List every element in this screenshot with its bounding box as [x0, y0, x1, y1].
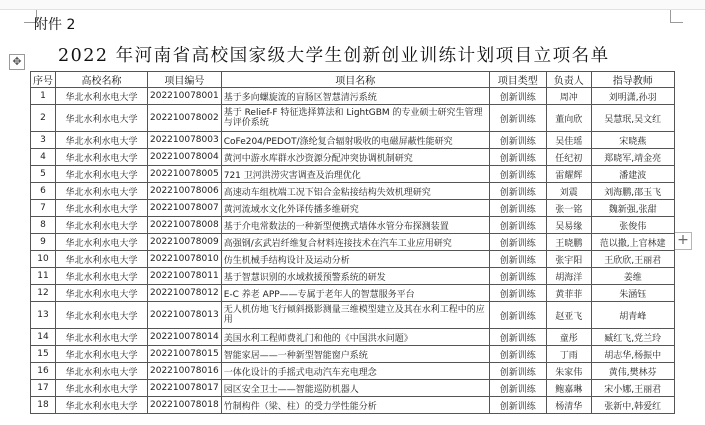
cell-leader[interactable]: 雷耀辉 — [546, 166, 591, 183]
cell-leader[interactable]: 王晓鹏 — [546, 234, 591, 251]
cell-code[interactable]: 202210078008 — [148, 217, 222, 234]
page-top-ruler — [0, 0, 705, 10]
cell-seq[interactable]: 13 — [31, 302, 56, 329]
cell-seq[interactable]: 2 — [31, 105, 56, 132]
cell-leader[interactable]: 吴易缘 — [546, 217, 591, 234]
cell-seq[interactable]: 17 — [31, 380, 56, 397]
cell-type[interactable]: 创新训练 — [489, 397, 546, 414]
cell-leader[interactable]: 张一铭 — [546, 200, 591, 217]
cell-type[interactable]: 创新训练 — [489, 166, 546, 183]
cell-advisor[interactable]: 郑晓军,靖金亮 — [591, 149, 674, 166]
cell-seq[interactable]: 11 — [31, 268, 56, 285]
cell-advisor[interactable]: 宋晓燕 — [591, 132, 674, 149]
cell-type[interactable]: 创新训练 — [489, 285, 546, 302]
header-name: 项目名称 — [221, 72, 489, 88]
cell-seq[interactable]: 15 — [31, 346, 56, 363]
cell-name[interactable]: 竹制构件（梁、柱）的受力学性能分析 — [221, 397, 489, 414]
cell-code[interactable]: 202210078018 — [148, 397, 222, 414]
cell-type[interactable]: 创新训练 — [489, 183, 546, 200]
cell-name[interactable]: 一体化设计的手摇式电动汽车充电理念 — [221, 363, 489, 380]
table-row[interactable] — [31, 285, 675, 302]
cell-seq[interactable]: 3 — [31, 132, 56, 149]
cell-advisor[interactable]: 范以撒,上官林建 — [591, 234, 674, 251]
table-row[interactable] — [31, 234, 675, 251]
cell-seq[interactable]: 4 — [31, 149, 56, 166]
cell-name[interactable]: 基于智慧识别的水域救援预警系统的研发 — [221, 268, 489, 285]
cell-name[interactable]: E-C 养老 APP——专属于老年人的智慧服务平台 — [221, 285, 489, 302]
cell-code[interactable]: 202210078006 — [148, 183, 222, 200]
cell-school[interactable]: 华北水利水电大学 — [56, 217, 148, 234]
cell-type[interactable]: 创新训练 — [489, 200, 546, 217]
cell-name[interactable]: 基于 Relief-F 特征选择算法和 LightGBM 的专业硕士研究生管理与评价系统 — [221, 105, 489, 132]
cell-name[interactable]: 基于介电常数法的一种新型便携式墙体水管分布探测装置 — [221, 217, 489, 234]
table-row[interactable] — [31, 166, 675, 183]
cell-name[interactable]: 美国水利工程师费礼门和他的《中国洪水问题》 — [221, 329, 489, 346]
table-row[interactable] — [31, 329, 675, 346]
cell-name[interactable]: 高速动车组枕端工况下铝合金粘接结构失效机理研究 — [221, 183, 489, 200]
cell-school[interactable]: 华北水利水电大学 — [56, 346, 148, 363]
cell-name[interactable]: 基于多向螺旋流的盲肠区智慧清污系统 — [221, 88, 489, 105]
cell-code[interactable]: 202210078009 — [148, 234, 222, 251]
cell-type[interactable]: 创新训练 — [489, 105, 546, 132]
header-advisor: 指导教师 — [591, 72, 674, 88]
cell-seq[interactable]: 6 — [31, 183, 56, 200]
header-seq: 序号 — [31, 72, 56, 88]
cell-leader[interactable]: 董向欣 — [546, 105, 591, 132]
cell-code[interactable]: 202210078014 — [148, 329, 222, 346]
cell-leader[interactable]: 胡海洋 — [546, 268, 591, 285]
header-school: 高校名称 — [56, 72, 148, 88]
cell-type[interactable]: 创新训练 — [489, 149, 546, 166]
header-leader: 负责人 — [546, 72, 591, 88]
cell-code[interactable]: 202210078003 — [148, 132, 222, 149]
table-row[interactable] — [31, 397, 675, 414]
cell-seq[interactable]: 5 — [31, 166, 56, 183]
cell-name[interactable]: 园区安全卫士——智能巡防机器人 — [221, 380, 489, 397]
cell-school[interactable]: 华北水利水电大学 — [56, 200, 148, 217]
cell-leader[interactable]: 杨清华 — [546, 397, 591, 414]
cell-type[interactable]: 创新训练 — [489, 268, 546, 285]
cell-advisor[interactable]: 刘明潇,孙羽 — [591, 88, 674, 105]
table-row[interactable] — [31, 105, 675, 132]
cell-code[interactable]: 202210078015 — [148, 346, 222, 363]
cell-school[interactable]: 华北水利水电大学 — [56, 234, 148, 251]
cell-name[interactable]: 无人机仿地飞行倾斜摄影测量三维模型建立及其在水利工程中的应用 — [221, 302, 489, 329]
cell-type[interactable]: 创新训练 — [489, 380, 546, 397]
cell-name[interactable]: 黄河流域水文化外译传播多维研究 — [221, 200, 489, 217]
table-row[interactable] — [31, 149, 675, 166]
cell-leader[interactable]: 周冲 — [546, 88, 591, 105]
cell-advisor[interactable]: 潘建波 — [591, 166, 674, 183]
cell-code[interactable]: 202210078007 — [148, 200, 222, 217]
cell-leader[interactable]: 鲍嘉琳 — [546, 380, 591, 397]
cell-leader[interactable]: 刘震 — [546, 183, 591, 200]
cell-leader[interactable]: 黄菲菲 — [546, 285, 591, 302]
cell-code[interactable]: 202210078013 — [148, 302, 222, 329]
cell-school[interactable]: 华北水利水电大学 — [56, 268, 148, 285]
cell-seq[interactable]: 9 — [31, 234, 56, 251]
cell-school[interactable]: 华北水利水电大学 — [56, 105, 148, 132]
cell-leader[interactable]: 吴佳瑶 — [546, 132, 591, 149]
cell-seq[interactable]: 12 — [31, 285, 56, 302]
cell-advisor[interactable]: 朱涵钰 — [591, 285, 674, 302]
cell-name[interactable]: 721 卫河洪涝灾害调查及治理优化 — [221, 166, 489, 183]
cell-leader[interactable]: 任纪初 — [546, 149, 591, 166]
cell-leader[interactable]: 童彤 — [546, 329, 591, 346]
header-type: 项目类型 — [489, 72, 546, 88]
cell-code[interactable]: 202210078001 — [148, 88, 222, 105]
cell-name[interactable]: 仿生机械手结构设计及运动分析 — [221, 251, 489, 268]
cell-advisor[interactable]: 吴慧珉,吴文红 — [591, 105, 674, 132]
cell-school[interactable]: 华北水利水电大学 — [56, 88, 148, 105]
table-row[interactable] — [31, 200, 675, 217]
cell-code[interactable]: 202210078016 — [148, 363, 222, 380]
cell-school[interactable]: 华北水利水电大学 — [56, 329, 148, 346]
cell-school[interactable]: 华北水利水电大学 — [56, 149, 148, 166]
cell-code[interactable]: 202210078002 — [148, 105, 222, 132]
cell-type[interactable]: 创新训练 — [489, 329, 546, 346]
table-header-row — [31, 72, 675, 88]
cell-leader[interactable]: 张宇阳 — [546, 251, 591, 268]
cell-leader[interactable]: 赵亚飞 — [546, 302, 591, 329]
cell-type[interactable]: 创新训练 — [489, 302, 546, 329]
cell-advisor[interactable]: 宋小娜,王丽君 — [591, 380, 674, 397]
cell-leader[interactable]: 朱家伟 — [546, 363, 591, 380]
cell-school[interactable]: 华北水利水电大学 — [56, 251, 148, 268]
table-row[interactable] — [31, 302, 675, 329]
table-row[interactable] — [31, 363, 675, 380]
table-row[interactable] — [31, 346, 675, 363]
cell-school[interactable]: 华北水利水电大学 — [56, 183, 148, 200]
cell-advisor[interactable]: 姜维 — [591, 268, 674, 285]
table-row[interactable] — [31, 380, 675, 397]
page-margin-corner-right — [670, 10, 683, 23]
header-code: 项目编号 — [148, 72, 222, 88]
cell-seq[interactable]: 16 — [31, 363, 56, 380]
cell-school[interactable]: 华北水利水电大学 — [56, 132, 148, 149]
document-title: 2022 年河南省高校国家级大学生创新创业训练计划项目立项名单 — [58, 46, 610, 66]
cell-name[interactable]: 智能家居——一种新型智能窗户系统 — [221, 346, 489, 363]
cell-school[interactable]: 华北水利水电大学 — [56, 285, 148, 302]
cell-code[interactable]: 202210078005 — [148, 166, 222, 183]
cell-advisor[interactable]: 张新中,韩爱红 — [591, 397, 674, 414]
cell-school[interactable]: 华北水利水电大学 — [56, 397, 148, 414]
cell-code[interactable]: 202210078012 — [148, 285, 222, 302]
cell-seq[interactable]: 18 — [31, 397, 56, 414]
cell-type[interactable]: 创新训练 — [489, 346, 546, 363]
cell-advisor[interactable]: 臧红飞,党兰玲 — [591, 329, 674, 346]
cell-advisor[interactable]: 胡志华,杨振中 — [591, 346, 674, 363]
cell-type[interactable]: 创新训练 — [489, 88, 546, 105]
project-table — [30, 71, 675, 414]
table-row[interactable] — [31, 183, 675, 200]
cell-name[interactable]: 黄河中游水库群水沙资源分配冲突协调机制研究 — [221, 149, 489, 166]
table-row[interactable] — [31, 217, 675, 234]
cell-seq[interactable]: 14 — [31, 329, 56, 346]
cell-code[interactable]: 202210078011 — [148, 268, 222, 285]
cell-school[interactable]: 华北水利水电大学 — [56, 363, 148, 380]
cell-school[interactable]: 华北水利水电大学 — [56, 302, 148, 329]
attachment-label: 附件 2 — [34, 17, 76, 33]
table-row[interactable] — [31, 132, 675, 149]
cell-code[interactable]: 202210078010 — [148, 251, 222, 268]
cell-code[interactable]: 202210078004 — [148, 149, 222, 166]
cell-type[interactable]: 创新训练 — [489, 251, 546, 268]
cell-seq[interactable]: 1 — [31, 88, 56, 105]
cell-advisor[interactable]: 张俊伟 — [591, 217, 674, 234]
cell-seq[interactable]: 10 — [31, 251, 56, 268]
cell-name[interactable]: 高强钢/玄武岩纤维复合材料连接技术在汽车工业应用研究 — [221, 234, 489, 251]
cell-type[interactable]: 创新训练 — [489, 132, 546, 149]
table-row[interactable] — [31, 88, 675, 105]
table-row[interactable] — [31, 268, 675, 285]
plus-icon[interactable]: + — [674, 232, 692, 250]
cell-leader[interactable]: 丁雨 — [546, 346, 591, 363]
cell-type[interactable]: 创新训练 — [489, 217, 546, 234]
cell-advisor[interactable]: 魏新强,张甜 — [591, 200, 674, 217]
table-row[interactable] — [31, 251, 675, 268]
cell-advisor[interactable]: 黄伟,樊林芬 — [591, 363, 674, 380]
cell-seq[interactable]: 8 — [31, 217, 56, 234]
cell-code[interactable]: 202210078017 — [148, 380, 222, 397]
cell-type[interactable]: 创新训练 — [489, 234, 546, 251]
cell-school[interactable]: 华北水利水电大学 — [56, 380, 148, 397]
cell-school[interactable]: 华北水利水电大学 — [56, 166, 148, 183]
move-arrows-icon[interactable]: ✥ — [9, 54, 25, 70]
cell-type[interactable]: 创新训练 — [489, 363, 546, 380]
cell-advisor[interactable]: 王欣欣,王丽君 — [591, 251, 674, 268]
cell-seq[interactable]: 7 — [31, 200, 56, 217]
cell-name[interactable]: CoFe204/PEDOT/涤纶复合辐射吸收的电磁屏蔽性能研究 — [221, 132, 489, 149]
cell-advisor[interactable]: 胡青峰 — [591, 302, 674, 329]
cell-advisor[interactable]: 刘海鹏,邵玉飞 — [591, 183, 674, 200]
